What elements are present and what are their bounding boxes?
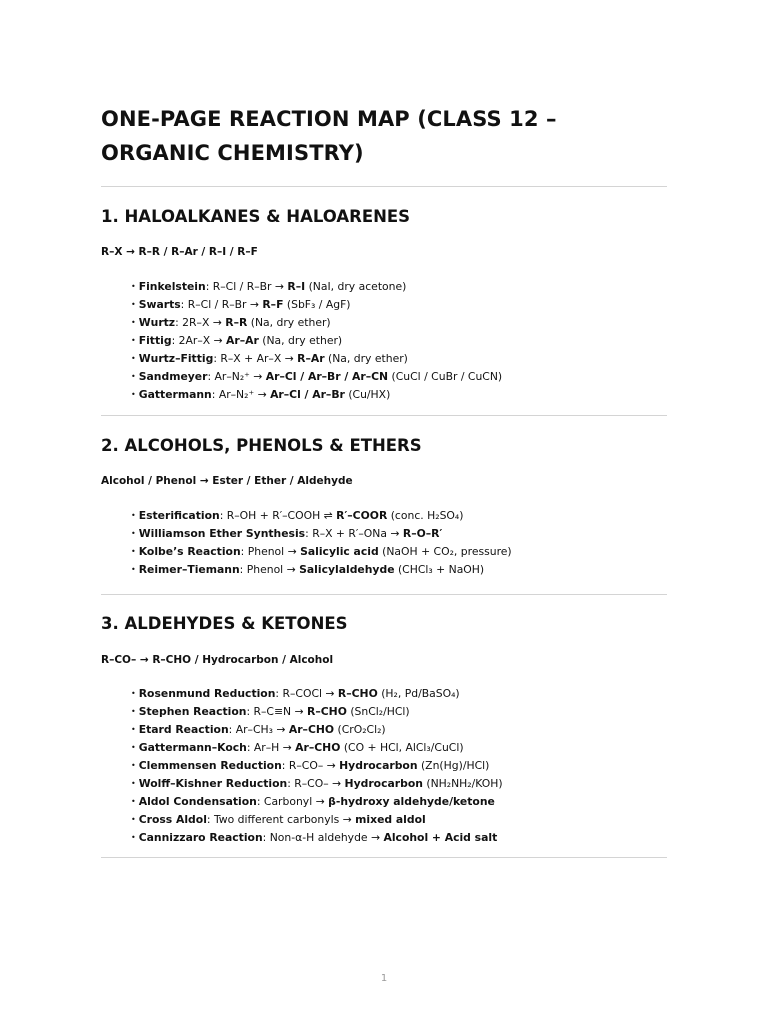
reaction-reactants: Carbonyl → bbox=[263, 795, 325, 808]
reaction-name: Cross Aldol bbox=[138, 813, 207, 826]
reaction-name: Gattermann–Koch bbox=[138, 741, 247, 754]
reaction-product: Salicylaldehyde bbox=[299, 563, 395, 576]
bullet-icon: • bbox=[131, 725, 136, 734]
name-separator: : bbox=[262, 831, 270, 844]
name-separator: : bbox=[228, 723, 236, 736]
reaction-name: Sandmeyer bbox=[138, 370, 208, 383]
name-separator: : bbox=[305, 527, 313, 540]
reaction-name: Aldol Condensation bbox=[138, 795, 257, 808]
name-separator: : bbox=[246, 741, 254, 754]
divider bbox=[101, 186, 667, 187]
reaction-name: Clemmensen Reduction bbox=[138, 759, 282, 772]
bullet-icon: • bbox=[131, 761, 136, 770]
reaction-item bbox=[131, 507, 512, 525]
name-separator: : bbox=[175, 316, 183, 329]
reaction-name: Kolbe’s Reaction bbox=[138, 545, 241, 558]
reaction-product: R–I bbox=[287, 280, 306, 293]
reaction-name: Reimer–Tiemann bbox=[138, 563, 240, 576]
bullet-icon: • bbox=[131, 779, 136, 788]
reaction-product: R–R bbox=[225, 316, 248, 329]
reaction-conditions: (CHCl₃ + NaOH) bbox=[397, 563, 485, 576]
bullet-icon: • bbox=[131, 833, 136, 842]
reaction-item bbox=[131, 561, 512, 579]
reaction-name: Swarts bbox=[138, 298, 181, 311]
reaction-name: Wolff–Kishner Reduction bbox=[138, 777, 288, 790]
reaction-list-haloalkanes bbox=[131, 278, 502, 404]
bullet-icon: • bbox=[131, 529, 136, 538]
reaction-conditions: (Cu/HX) bbox=[348, 388, 391, 401]
reaction-reactants: R–COCl → bbox=[282, 687, 335, 700]
reaction-conditions: (CrO₂Cl₂) bbox=[337, 723, 386, 736]
reaction-product: Salicylic acid bbox=[300, 545, 379, 558]
bullet-icon: • bbox=[131, 815, 136, 824]
reaction-conditions: (SbF₃ / AgF) bbox=[286, 298, 351, 311]
reaction-product: Ar–CHO bbox=[295, 741, 341, 754]
reaction-name: Cannizzaro Reaction bbox=[138, 831, 263, 844]
reaction-conditions: (CuCl / CuBr / CuCN) bbox=[391, 370, 503, 383]
reaction-product: R–CHO bbox=[337, 687, 378, 700]
reaction-product: Alcohol + Acid salt bbox=[383, 831, 498, 844]
reaction-conditions: (Na, dry ether) bbox=[262, 334, 343, 347]
reaction-name: Wurtz bbox=[138, 316, 176, 329]
page-number: 1 bbox=[380, 973, 388, 984]
section-heading-alcohols: 2. ALCOHOLS, PHENOLS & ETHERS bbox=[101, 436, 422, 455]
reaction-item bbox=[131, 368, 502, 386]
reaction-conditions: (Na, dry ether) bbox=[250, 316, 331, 329]
reaction-list-aldehydes bbox=[131, 685, 503, 847]
bullet-icon: • bbox=[131, 797, 136, 806]
reaction-conditions: (Zn(Hg)/HCl) bbox=[420, 759, 490, 772]
page-title: ONE-PAGE REACTION MAP (CLASS 12 – ORGANIC CHEMISTRY) bbox=[101, 107, 557, 165]
name-separator: : bbox=[171, 334, 179, 347]
bullet-icon: • bbox=[131, 318, 136, 327]
reaction-name: Wurtz–Fittig bbox=[138, 352, 214, 365]
bullet-icon: • bbox=[131, 372, 136, 381]
bullet-icon: • bbox=[131, 547, 136, 556]
name-separator: : bbox=[180, 298, 188, 311]
bullet-icon: • bbox=[131, 707, 136, 716]
reaction-reactants: R–X + R′–ONa → bbox=[312, 527, 400, 540]
reaction-name: Rosenmund Reduction bbox=[138, 687, 276, 700]
reaction-product: Hydrocarbon bbox=[344, 777, 423, 790]
reaction-product: Ar–Ar bbox=[226, 334, 259, 347]
reaction-item bbox=[131, 793, 503, 811]
reaction-item bbox=[131, 703, 503, 721]
reaction-product: Hydrocarbon bbox=[339, 759, 418, 772]
name-separator: : bbox=[240, 545, 248, 558]
reaction-product: β-hydroxy aldehyde/ketone bbox=[328, 795, 495, 808]
reaction-product: R′–COOR bbox=[336, 509, 388, 522]
reaction-conditions: (conc. H₂SO₄) bbox=[390, 509, 464, 522]
bullet-icon: • bbox=[131, 336, 136, 345]
name-separator: : bbox=[205, 280, 213, 293]
reaction-reactants: Non-α-H aldehyde → bbox=[269, 831, 381, 844]
reaction-item bbox=[131, 386, 502, 404]
reaction-reactants: Two different carbonyls → bbox=[213, 813, 352, 826]
section-summary-alcohols: Alcohol / Phenol → Ester / Ether / Aldehyde bbox=[101, 475, 353, 487]
reaction-product: R–Ar bbox=[297, 352, 325, 365]
reaction-list-alcohols bbox=[131, 507, 512, 579]
reaction-name: Etard Reaction bbox=[138, 723, 229, 736]
name-separator: : bbox=[287, 777, 295, 790]
bullet-icon: • bbox=[131, 300, 136, 309]
reaction-reactants: Phenol → bbox=[247, 545, 297, 558]
section-heading-aldehydes: 3. ALDEHYDES & KETONES bbox=[101, 614, 348, 633]
divider bbox=[101, 857, 667, 858]
bullet-icon: • bbox=[131, 354, 136, 363]
name-separator: : bbox=[275, 687, 283, 700]
reaction-conditions: (NaI, dry acetone) bbox=[308, 280, 407, 293]
name-separator: : bbox=[207, 370, 215, 383]
reaction-name: Esterification bbox=[138, 509, 220, 522]
reaction-reactants: Ar–N₂⁺ → bbox=[214, 370, 263, 383]
reaction-reactants: Ar–CH₃ → bbox=[235, 723, 286, 736]
name-separator: : bbox=[239, 563, 247, 576]
reaction-product: mixed aldol bbox=[355, 813, 426, 826]
reaction-item bbox=[131, 332, 502, 350]
reaction-reactants: R–C≡N → bbox=[253, 705, 304, 718]
reaction-conditions: (Na, dry ether) bbox=[327, 352, 408, 365]
name-separator: : bbox=[206, 813, 214, 826]
reaction-item bbox=[131, 811, 503, 829]
name-separator: : bbox=[256, 795, 264, 808]
reaction-name: Fittig bbox=[138, 334, 172, 347]
reaction-conditions: (CO + HCl, AlCl₃/CuCl) bbox=[343, 741, 464, 754]
reaction-reactants: R–CO– → bbox=[288, 759, 336, 772]
reaction-conditions: (H₂, Pd/BaSO₄) bbox=[381, 687, 460, 700]
bullet-icon: • bbox=[131, 390, 136, 399]
reaction-product: R–O–R′ bbox=[402, 527, 443, 540]
name-separator: : bbox=[281, 759, 289, 772]
divider bbox=[101, 594, 667, 595]
reaction-product: Ar–CHO bbox=[288, 723, 335, 736]
bullet-icon: • bbox=[131, 565, 136, 574]
name-separator: : bbox=[213, 352, 221, 365]
reaction-item bbox=[131, 350, 502, 368]
name-separator: : bbox=[219, 509, 227, 522]
reaction-reactants: Ar–N₂⁺ → bbox=[218, 388, 267, 401]
section-summary-haloalkanes: R–X → R–R / R–Ar / R–I / R–F bbox=[101, 246, 258, 258]
reaction-reactants: R–CO– → bbox=[294, 777, 342, 790]
name-separator: : bbox=[211, 388, 219, 401]
reaction-item bbox=[131, 543, 512, 561]
reaction-reactants: Phenol → bbox=[246, 563, 296, 576]
reaction-product: Ar–Cl / Ar–Br bbox=[270, 388, 345, 401]
divider bbox=[101, 415, 667, 416]
reaction-item bbox=[131, 314, 502, 332]
reaction-item bbox=[131, 685, 503, 703]
reaction-reactants: R–X + Ar–X → bbox=[220, 352, 294, 365]
reaction-conditions: (NaOH + CO₂, pressure) bbox=[382, 545, 512, 558]
reaction-conditions: (NH₂NH₂/KOH) bbox=[426, 777, 503, 790]
reaction-reactants: 2R–X → bbox=[182, 316, 222, 329]
reaction-product: Ar–Cl / Ar–Br / Ar–CN bbox=[265, 370, 389, 383]
reaction-item bbox=[131, 278, 502, 296]
reaction-item bbox=[131, 296, 502, 314]
reaction-item bbox=[131, 739, 503, 757]
reaction-product: R–CHO bbox=[307, 705, 347, 718]
section-summary-aldehydes: R–CO– → R–CHO / Hydrocarbon / Alcohol bbox=[101, 654, 334, 666]
reaction-conditions: (SnCl₂/HCl) bbox=[350, 705, 410, 718]
bullet-icon: • bbox=[131, 689, 136, 698]
reaction-reactants: Ar–H → bbox=[253, 741, 292, 754]
reaction-item bbox=[131, 721, 503, 739]
reaction-item bbox=[131, 829, 503, 847]
reaction-reactants: R–OH + R′–COOH ⇌ bbox=[226, 509, 333, 522]
bullet-icon: • bbox=[131, 282, 136, 291]
bullet-icon: • bbox=[131, 511, 136, 520]
reaction-name: Finkelstein bbox=[138, 280, 206, 293]
reaction-product: R–F bbox=[262, 298, 284, 311]
reaction-reactants: R–Cl / R–Br → bbox=[187, 298, 259, 311]
reaction-name: Gattermann bbox=[138, 388, 212, 401]
reaction-name: Williamson Ether Synthesis bbox=[138, 527, 306, 540]
section-heading-haloalkanes: 1. HALOALKANES & HALOARENES bbox=[101, 207, 411, 226]
name-separator: : bbox=[246, 705, 254, 718]
reaction-item bbox=[131, 757, 503, 775]
reaction-item bbox=[131, 525, 512, 543]
reaction-name: Stephen Reaction bbox=[138, 705, 247, 718]
bullet-icon: • bbox=[131, 743, 136, 752]
reaction-reactants: R–Cl / R–Br → bbox=[212, 280, 284, 293]
reaction-reactants: 2Ar–X → bbox=[178, 334, 223, 347]
reaction-item bbox=[131, 775, 503, 793]
